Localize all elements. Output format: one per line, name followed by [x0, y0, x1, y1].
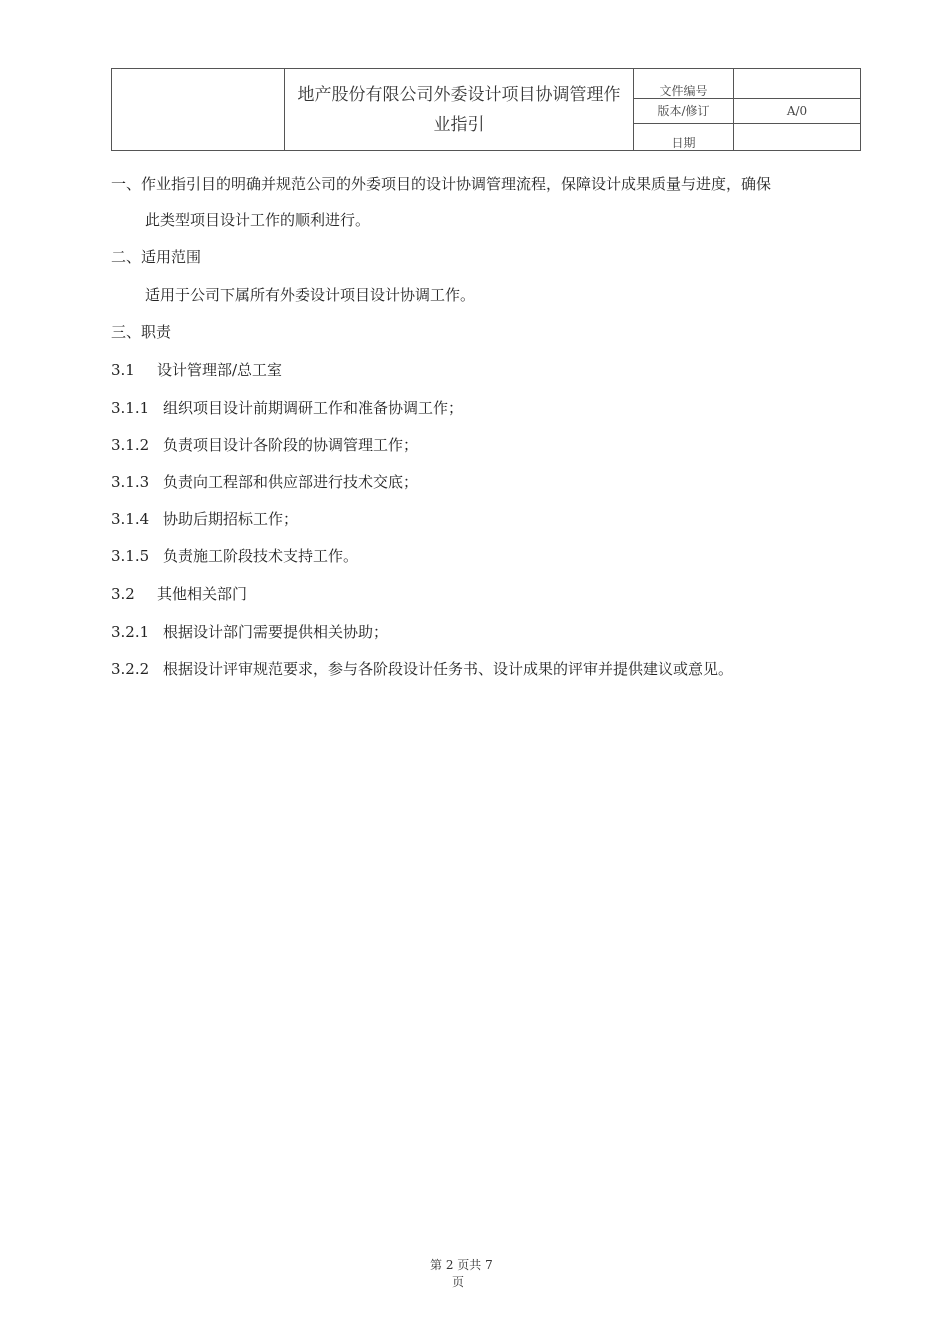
item-text: 根据设计评审规范要求，参与各阶段设计任务书、设计成果的评审并提供建议或意见。	[163, 660, 734, 678]
document-title-cell	[285, 69, 634, 151]
item-number: 3.2.1	[111, 623, 150, 641]
item-3-2-2	[111, 659, 733, 679]
item-number: 3.1	[111, 361, 135, 379]
section-3-heading: 三、职责	[111, 323, 172, 341]
section-1-line-1: 一、作业指引目的明确并规范公司的外委项目的设计协调管理流程，保障设计成果质量与进度，确保	[111, 175, 772, 193]
item-3-1-1	[111, 398, 463, 418]
version-label: 版本/修订	[634, 99, 734, 124]
section-1-line-2: 此类型项目设计工作的顺利进行。	[145, 211, 371, 229]
item-text: 负责项目设计各阶段的协调管理工作；	[163, 436, 419, 454]
document-header-table	[111, 68, 861, 151]
item-number: 3.1.3	[111, 473, 150, 491]
item-number: 3.1.1	[111, 399, 150, 417]
page-number-line-2: 页	[452, 1275, 465, 1289]
item-text: 根据设计部门需要提供相关协助；	[163, 623, 389, 641]
section-2-heading: 二、适用范围	[111, 248, 202, 266]
item-3-2-1	[111, 622, 388, 642]
page-number-line-1: 第 2 页共 7	[430, 1258, 493, 1272]
section-2-text: 适用于公司下属所有外委设计项目设计协调工作。	[145, 286, 476, 304]
item-text: 负责施工阶段技术支持工作。	[163, 547, 359, 565]
item-number: 3.1.4	[111, 510, 150, 528]
item-3-1-4	[111, 509, 298, 529]
item-number: 3.1.2	[111, 436, 150, 454]
item-3-2	[111, 584, 247, 604]
item-3-1	[111, 360, 282, 380]
item-3-1-3	[111, 472, 418, 492]
item-text: 组织项目设计前期调研工作和准备协调工作；	[163, 399, 464, 417]
item-number: 3.2.2	[111, 660, 150, 678]
item-number: 3.1.5	[111, 547, 150, 565]
file-number-value	[734, 69, 861, 99]
logo-cell	[112, 69, 285, 151]
item-text: 设计管理部/总工室	[157, 361, 283, 379]
date-label: 日期	[634, 124, 734, 151]
item-text: 负责向工程部和供应部进行技术交底；	[163, 473, 419, 491]
item-text: 协助后期招标工作；	[163, 510, 299, 528]
item-3-1-2	[111, 435, 418, 455]
item-text: 其他相关部门	[157, 585, 248, 603]
item-number: 3.2	[111, 585, 135, 603]
document-title: 地产股份有限公司外委设计项目协调管理作业指引	[297, 84, 621, 135]
file-number-label: 文件编号	[634, 69, 734, 99]
date-value	[734, 124, 861, 151]
item-3-1-5	[111, 546, 358, 566]
version-value: A/0	[734, 99, 861, 124]
page-footer	[430, 1257, 530, 1291]
